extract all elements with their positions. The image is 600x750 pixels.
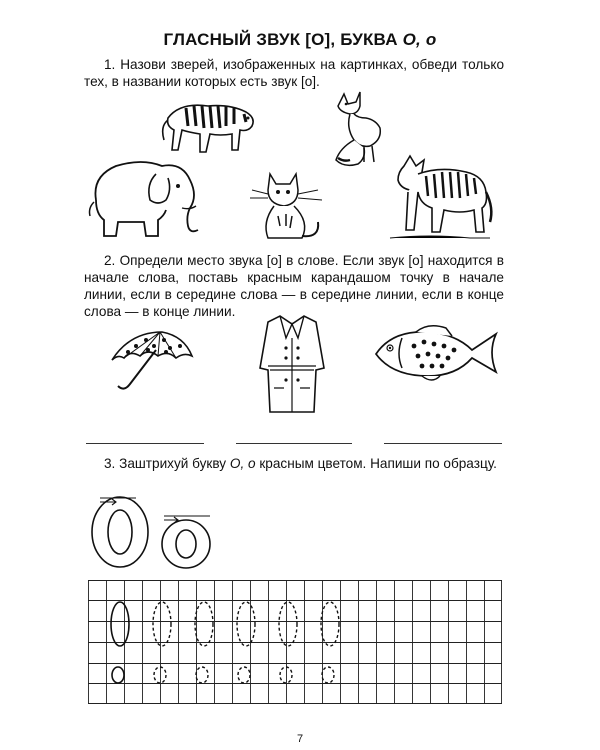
- answer-line-umbrella[interactable]: [86, 443, 204, 444]
- letter-o-uppercase-outline[interactable]: [92, 497, 148, 567]
- title-letters: О, о: [402, 30, 437, 49]
- answer-line-coat[interactable]: [236, 443, 352, 444]
- wolf-illustration[interactable]: [390, 152, 494, 242]
- letter-sample-o[interactable]: [88, 488, 228, 570]
- coat-illustration[interactable]: [254, 312, 330, 416]
- task-3-letters: О, о: [229, 456, 256, 471]
- grid-lines: [88, 580, 502, 704]
- page-title: [0, 30, 600, 50]
- task-2-text: 2. Определи место звука [о] в слове. Если звук [о] находится в начале слова, поставь красным карандашом точку в начале линии, если в середине слова — в середине линии, если в конце слова — в конце линии.: [84, 253, 504, 319]
- task-1-text: 1. Назови зверей, изображенных на картинках, обведи только тех, в названии которых есть звук [о].: [84, 57, 504, 89]
- task-1-instruction: [84, 56, 504, 90]
- writing-practice-grid[interactable]: [88, 580, 502, 704]
- task-3-instruction: [84, 455, 504, 472]
- fox-illustration[interactable]: [330, 88, 390, 172]
- sample-letter-lower: [112, 667, 124, 683]
- task-3-text-after: красным цветом. Напиши по образцу.: [255, 456, 497, 471]
- sample-letter-upper: [111, 602, 129, 646]
- trace-letters-upper[interactable]: [153, 602, 339, 646]
- task-3-text-before: 3. Заштрихуй букву: [104, 456, 230, 471]
- elephant-illustration[interactable]: [86, 150, 202, 242]
- fish-illustration[interactable]: [372, 322, 500, 384]
- title-text: ГЛАСНЫЙ ЗВУК [О], БУКВА: [163, 30, 403, 49]
- cat-illustration[interactable]: [248, 166, 328, 246]
- page-number: 7: [296, 733, 304, 745]
- tiger-illustration[interactable]: [160, 96, 260, 158]
- answer-line-fish[interactable]: [384, 443, 502, 444]
- letter-o-lowercase-outline[interactable]: [162, 516, 210, 568]
- task-2-instruction: [84, 252, 504, 320]
- umbrella-illustration[interactable]: [100, 326, 198, 396]
- trace-letters-lower[interactable]: [154, 667, 334, 683]
